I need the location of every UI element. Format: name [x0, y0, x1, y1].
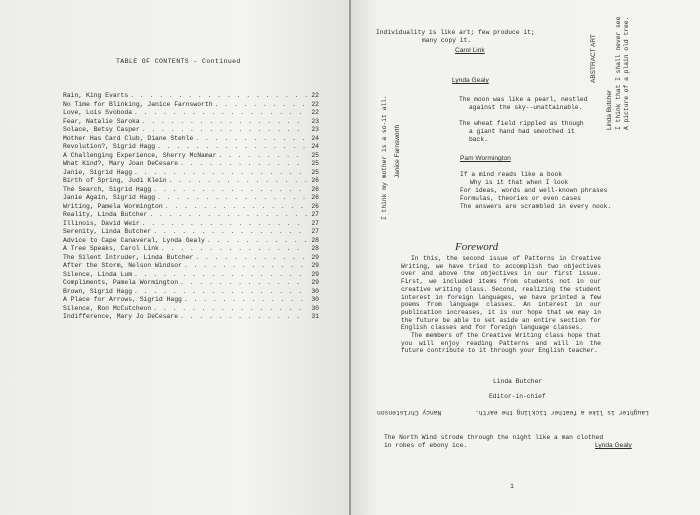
toc-dot-leader [134, 109, 307, 118]
toc-entry-page: 29 [311, 270, 319, 278]
toc-entry [63, 245, 319, 254]
toc-entry-title: Indifference, Mary Jo DeCesare [63, 313, 179, 320]
toc-dot-leader [153, 186, 307, 195]
left-page [0, 0, 349, 515]
toc-dot-leader [134, 169, 307, 178]
north-wind-author: Lynda Gealy [595, 442, 632, 449]
foreword-role: Editor-in-chief [489, 393, 546, 400]
toc-entry [63, 220, 319, 229]
toc-entry-title: No Time for Blinking, Janice Farnsworth [63, 100, 213, 108]
pam-poem-author: Pam Wormington [460, 155, 511, 162]
page-number: 1 [510, 483, 514, 490]
toc-entry [63, 203, 319, 212]
abstract-art-author: Linda Butcher [606, 89, 613, 130]
foreword-signature: Linda Butcher [493, 378, 543, 385]
toc-entry [63, 254, 319, 263]
toc-entry-title: Writing, Pamela Wormington [63, 202, 163, 210]
toc-entry-title: Advice to Cape Canaveral, Lynda Gealy [63, 236, 205, 244]
toc-entry [63, 152, 319, 161]
toc-entry-title: A Tree Speaks, Carol Link [63, 245, 159, 252]
toc-entry-title: Solace, Betsy Casper [63, 126, 140, 133]
toc-dot-leader [218, 152, 307, 161]
toc-entry-page: 27 [311, 219, 319, 227]
toc-entry-page: 29 [311, 253, 319, 261]
toc-entry-page: 25 [311, 168, 319, 176]
toc-entry [63, 288, 319, 297]
north-wind-line1: The North Wind strode through the night like a man clothed [384, 434, 604, 441]
toc-entry [63, 211, 319, 220]
poem-line: Formulas, theories or even cases [460, 195, 581, 202]
toc-entry-page: 26 [311, 185, 319, 193]
lynda-poem-text [459, 96, 587, 144]
toc-entry-page: 25 [311, 160, 319, 167]
toc-entry-title: Silence, Linda Lum [63, 270, 133, 278]
toc-entry [63, 186, 319, 195]
toc-dot-leader [184, 296, 307, 305]
toc-entry-page: 26 [311, 202, 319, 210]
toc-dot-leader [153, 228, 307, 237]
toc-dot-leader [215, 101, 307, 110]
toc-dot-leader [134, 288, 307, 297]
poem-line: against the sky--unattainable. [469, 104, 583, 111]
toc-entry-title: Reality, Linda Butcher [63, 211, 148, 218]
toc-entry [63, 296, 319, 305]
poem-line: The answers are scrambled in every nook. [460, 203, 612, 210]
toc-dot-leader [142, 118, 307, 127]
toc-entry-title: Fear, Natalie Saroka [63, 117, 140, 125]
poem-line: The wheat field rippled as though [459, 120, 584, 127]
abstract-art-title: ABSTRACT ART [590, 34, 597, 83]
toc-entry [63, 101, 319, 110]
toc-entry-page: 23 [311, 117, 319, 125]
toc-heading: TABLE OF CONTENTS - Continued [116, 58, 241, 65]
top-quote-author: Carol Link [455, 47, 485, 54]
toc-entry [63, 313, 319, 322]
toc-entry [63, 237, 319, 246]
toc-dot-leader [169, 177, 307, 186]
toc-entry-page: 24 [311, 143, 319, 150]
toc-dot-leader [142, 220, 307, 229]
right-page [351, 0, 700, 515]
toc-entry-page: 31 [311, 313, 319, 320]
toc-dot-leader [161, 245, 307, 254]
toc-entry-page: 22 [311, 109, 319, 116]
toc-dot-leader [184, 262, 307, 271]
foreword-body [401, 255, 601, 355]
toc-dot-leader [153, 305, 307, 314]
north-wind-line2: in robes of ebony ice. [384, 442, 468, 449]
toc-entry-page: 28 [311, 236, 319, 244]
toc-dot-leader [180, 279, 307, 288]
poem-line: Why is it that when I look [470, 179, 569, 186]
toc-entry-page: 30 [311, 296, 319, 303]
toc-entry [63, 279, 319, 288]
toc-entry-title: Rain, King Evarts [63, 92, 129, 99]
toc-entry-page: 26 [311, 177, 319, 184]
toc-entry-title: Janie, Sigrid Hagg [63, 168, 133, 176]
foreword-paragraph-1: In this, the second issue of Patterns in Creative Writing, we have tried to accomplish two objectives over and above the objectives in our first issue. First, we included items from students not in our creative writing class. Second, realizing the student interest in foreign languages, we have printed a few poems from language classes. An interest in our publication increases, it is our hope that we may in the future be able to set aside an entire section for English classes and for foreign language classes. [401, 255, 601, 332]
toc-list [63, 92, 319, 322]
toc-entry-page: 28 [311, 245, 319, 252]
toc-entry-page: 27 [311, 228, 319, 235]
poem-line: back. [469, 136, 488, 143]
toc-entry-page: 24 [311, 134, 319, 142]
toc-entry-title: The Search, Sigrid Hagg [63, 185, 152, 193]
toc-entry-page: 27 [311, 211, 319, 218]
toc-entry-page: 25 [311, 151, 319, 159]
toc-entry [63, 135, 319, 144]
toc-entry [63, 177, 319, 186]
lynda-poem-author: Lynda Gealy [452, 77, 489, 84]
toc-entry-page: 30 [311, 304, 319, 312]
poem-line: The moon was like a pearl, nestled [459, 96, 588, 103]
toc-entry-title: Brown, Sigrid Hagg [63, 287, 133, 295]
toc-entry-page: 29 [311, 262, 319, 269]
toc-entry [63, 118, 319, 127]
toc-entry-title: Illinois, David Weir [63, 219, 140, 227]
pam-poem-text [460, 171, 611, 211]
toc-entry-title: Mother Has Card Club, Diane Stehle [63, 134, 194, 142]
poem-line: For ideas, words and well-known phrases [460, 187, 608, 194]
poem-line [459, 112, 587, 120]
toc-dot-leader [149, 211, 307, 220]
toc-dot-leader [157, 194, 307, 203]
toc-entry [63, 169, 319, 178]
toc-entry-page: 29 [311, 279, 319, 286]
toc-dot-leader [130, 92, 307, 101]
toc-entry [63, 305, 319, 314]
toc-entry [63, 109, 319, 118]
toc-entry-title: Love, Lois Svoboda [63, 109, 133, 116]
toc-entry-title: Serenity, Linda Butcher [63, 228, 152, 235]
toc-dot-leader [195, 135, 307, 144]
foreword-heading: Foreword [455, 241, 499, 253]
toc-dot-leader [134, 271, 307, 280]
toc-entry-title: Birth of Spring, Judi Klein [63, 177, 167, 184]
toc-entry-page: 22 [311, 100, 319, 108]
toc-entry [63, 160, 319, 169]
toc-entry [63, 143, 319, 152]
toc-entry-title: A Challenging Experience, Sherry McNamar [63, 151, 217, 159]
toc-entry-title: The Silent Intruder, Linda Butcher [63, 253, 194, 261]
top-quote-line2: many copy it. [422, 37, 472, 44]
toc-entry [63, 126, 319, 135]
foreword-paragraph-2: The members of the Creative Writing class hope that you will enjoy reading Patterns and will in the future contribute to it through your English teacher. [401, 332, 601, 355]
toc-dot-leader [180, 313, 307, 322]
toc-entry-page: 26 [311, 194, 319, 201]
vertical-mother-author: Janice Farnsworth [394, 124, 401, 178]
toc-entry-title: Revolution?, Sigrid Hagg [63, 143, 156, 150]
toc-dot-leader [142, 126, 307, 135]
toc-entry [63, 92, 319, 101]
toc-entry-title: A Place for Arrows, Sigrid Hagg [63, 296, 182, 303]
toc-entry-page: 22 [311, 92, 319, 99]
upside-down-name: Nancy Christenson [377, 409, 442, 416]
upside-down-quote: Laughter is like a feather tickling the earth. [475, 409, 649, 416]
toc-entry-page: 23 [311, 126, 319, 133]
toc-dot-leader [157, 143, 307, 152]
poem-line: If a mind reads like a book [460, 171, 563, 178]
abstract-art-line2: A picture of a plain old tree. [623, 16, 630, 130]
toc-entry-title: After the Storm, Nelson Windsor [63, 262, 182, 269]
toc-dot-leader [165, 203, 307, 212]
toc-entry-title: Silence, Ron McCutcheon [63, 304, 152, 312]
toc-entry [63, 194, 319, 203]
toc-entry [63, 262, 319, 271]
top-quote-line1: Individuality is like art; few produce it; [376, 29, 535, 36]
toc-dot-leader [207, 237, 307, 246]
toc-dot-leader [180, 160, 307, 169]
toc-entry-title: Janie Again, Sigrid Hagg [63, 194, 156, 201]
toc-entry [63, 271, 319, 280]
toc-entry-title: What Kind?, Mary Joan DeCesare [63, 160, 179, 167]
toc-entry-page: 30 [311, 287, 319, 295]
poem-line: a giant hand had smoothed it [469, 128, 575, 135]
toc-entry [63, 228, 319, 237]
abstract-art-line1: I think that I shall never see [615, 16, 622, 130]
vertical-mother-line: I think my mother is a so-it all. [381, 95, 388, 220]
toc-entry-title: Compliments, Pamela Wormington [63, 279, 179, 286]
toc-dot-leader [195, 254, 307, 263]
